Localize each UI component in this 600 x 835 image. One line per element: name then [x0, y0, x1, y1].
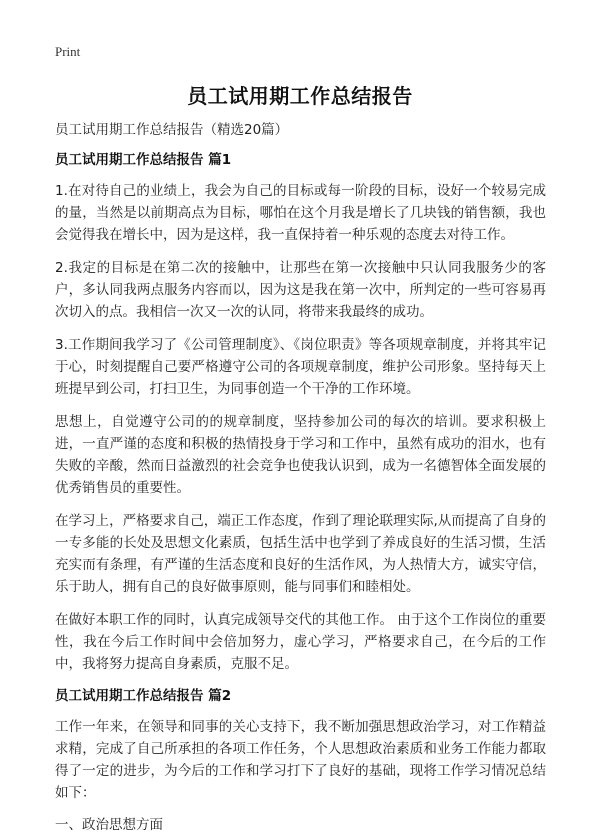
subsection-heading: 一、政治思想方面 [55, 817, 163, 833]
section-heading-1: 员工试用期工作总结报告 篇1 [55, 152, 232, 168]
paragraph: 在做好本职工作的同时，认真完成领导交代的其他工作。 由于这个工作岗位的重要性，我在今后工作时间中会倍加努力，虚心学习，严格要求自己，在今后的工作中，我将努力提高自身素质，克服不足。 [55, 612, 546, 672]
paragraph: 思想上，自觉遵守公司的的规章制度，坚持参加公司的每次的培训。要求积极上进，一直严谨的态度和积极的热情投身于学习和工作中，虽然有成功的泪水，也有失败的辛酸，然而日益激烈的社会竞争也使我认识到，成为一名德智体全面发展的优秀销售员的重要性。 [55, 414, 546, 496]
document-subtitle: 员工试用期工作总结报告（精选20篇） [55, 122, 289, 138]
section-heading-2: 员工试用期工作总结报告 篇2 [55, 688, 232, 704]
paragraph: 在学习上，严格要求自己，端正工作态度，作到了理论联理实际,从而提高了自身的一专多能的长处及思想文化素质，包括生活中也学到了养成良好的生活习惯，生活充实而有条理，有严谨的生活态度和良好的生活作风，为人热情大方，诚实守信，乐于助人，拥有自己的良好做事原则，能与同事们和睦相处。 [55, 513, 546, 595]
paragraph: 1.在对待自己的业绩上，我会为自己的目标或每一阶段的目标，设好一个较易完成的量，当然是以前期高点为目标，哪怕在这个月我是增长了几块钱的销售额，我也会觉得我在增长中，因为是这样，我一直保持着一种乐观的态度去对待工作。 [55, 183, 546, 243]
document-title: 员工试用期工作总结报告 [187, 84, 413, 108]
document-body [55, 120, 546, 835]
paragraph: 2.我定的目标是在第二次的接触中，让那些在第一次接触中只认同我服务少的客户，多认同我两点服务内容而以，因为这是我在第一次中，所判定的一些可容易再次切入的点。我相信一次又一次的认同，将带来我最终的成功。 [55, 260, 546, 320]
paragraph: 工作一年来，在领导和同事的关心支持下，我不断加强思想政治学习，对工作精益求精，完成了自己所承担的各项工作任务，个人思想政治素质和业务工作能力都取得了一定的进步，为今后的工作和学习打下了良好的基础，现将工作学习情况总结如下： [55, 719, 546, 801]
print-link[interactable]: Print [55, 44, 81, 59]
paragraph: 3.工作期间我学习了《公司管理制度》、《岗位职责》等各项规章制度，并将其牢记于心，时刻提醒自己要严格遵守公司的各项规章制度，维护公司形象。坚持每天上班提早到公司，打扫卫生，为同事创造一个干净的工作环境。 [55, 337, 546, 397]
